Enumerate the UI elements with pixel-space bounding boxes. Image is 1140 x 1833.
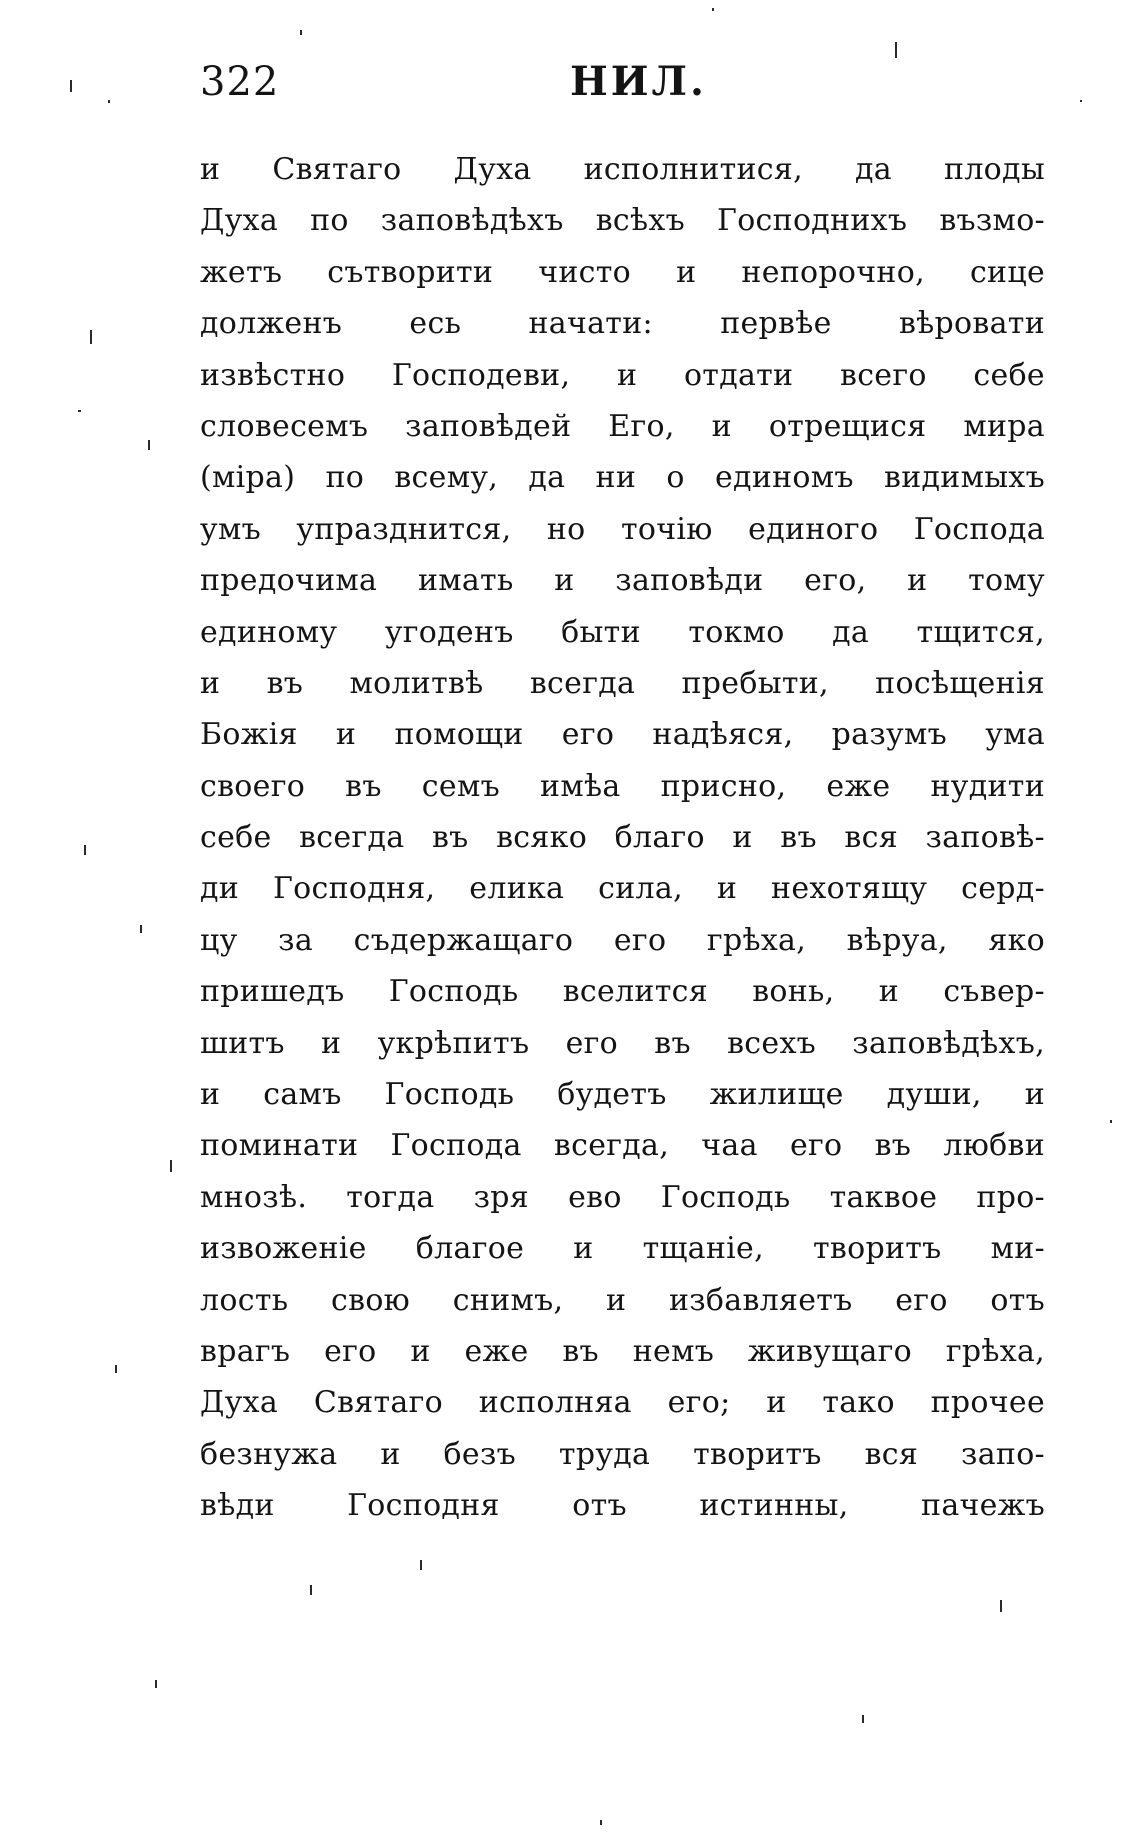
text-line: цу за съдержащаго его грѣха, вѣруа, яко — [200, 922, 1045, 958]
text-line: ди Господня, елика сила, и нехотящу серд- — [200, 871, 1045, 907]
page-header — [200, 52, 1045, 112]
speck — [155, 1680, 157, 1688]
speck — [600, 1820, 602, 1825]
speck — [310, 1585, 312, 1595]
text-line: и въ молитвѣ всегда пребыти, посѣщенія — [200, 665, 1045, 701]
text-line: и самъ Господь будетъ жилище души, и — [200, 1077, 1045, 1113]
speck — [862, 1715, 864, 1723]
speck — [84, 845, 86, 855]
text-line: лость свою снимъ, и избавляетъ его отъ — [200, 1282, 1045, 1318]
text-line: словесемъ заповѣдей Его, и отрещися мира — [200, 408, 1045, 444]
text-line: предочима имать и заповѣди его, и тому — [200, 563, 1045, 599]
speck — [1000, 1600, 1002, 1612]
text-line: шитъ и укрѣпитъ его въ всехъ заповѣдѣхъ, — [200, 1025, 1045, 1061]
text-line: пришедъ Господь вселится вонь, и съвер- — [200, 974, 1045, 1010]
text-line: Духа по заповѣдѣхъ всѣхъ Господнихъ възмо- — [200, 203, 1045, 239]
speck — [140, 925, 142, 933]
text-line: Божія и помощи его надѣяся, разумъ ума — [200, 717, 1045, 753]
speck — [108, 100, 110, 103]
page-number: 322 — [200, 59, 280, 105]
speck — [1080, 100, 1082, 102]
text-line: себе всегда въ всяко благо и въ вся заповѣ- — [200, 820, 1045, 856]
text-line: единому угоденъ быти токмо да тщится, — [200, 614, 1045, 650]
speck — [78, 410, 81, 412]
speck — [148, 440, 150, 450]
text-line: и Святаго Духа исполнитися, да плоды — [200, 152, 1045, 187]
text-line: извѣстно Господеви, и отдати всего себе — [200, 357, 1045, 393]
speck — [115, 1365, 117, 1373]
speck — [70, 80, 72, 92]
body-text — [200, 144, 1045, 1532]
text-line: (міра) по всему, да ни о единомъ видимыхъ — [200, 460, 1045, 496]
text-line: Духа Святаго исполняа его; и тако прочее — [200, 1385, 1045, 1421]
text-line: безнужа и безъ труда творитъ вся запо- — [200, 1436, 1045, 1472]
text-line: своего въ семъ имѣа присно, еже нудити — [200, 768, 1045, 804]
speck — [170, 1160, 172, 1172]
text-line: извоженіе благое и тщаніе, творитъ ми- — [200, 1231, 1045, 1267]
running-head: НИЛ. — [570, 58, 707, 105]
speck — [300, 30, 302, 35]
speck — [90, 330, 92, 344]
text-line: умъ упразднится, но точію единого Господа — [200, 511, 1045, 547]
text-line: поминати Господа всегда, чаа его въ любви — [200, 1128, 1045, 1164]
speck — [1110, 1120, 1112, 1123]
text-line: врагъ его и еже въ немъ живущаго грѣха, — [200, 1333, 1045, 1369]
text-line: вѣди Господня отъ истинны, пачежъ — [200, 1488, 1045, 1524]
speck — [712, 8, 714, 11]
speck — [895, 42, 897, 58]
text-line: мнозѣ. тогда зря ево Господь таквое про- — [200, 1179, 1045, 1215]
text-line: жетъ сътворити чисто и непорочно, сице — [200, 254, 1045, 290]
text-line: долженъ есь начати: первѣе вѣровати — [200, 306, 1045, 342]
speck — [420, 1560, 422, 1570]
